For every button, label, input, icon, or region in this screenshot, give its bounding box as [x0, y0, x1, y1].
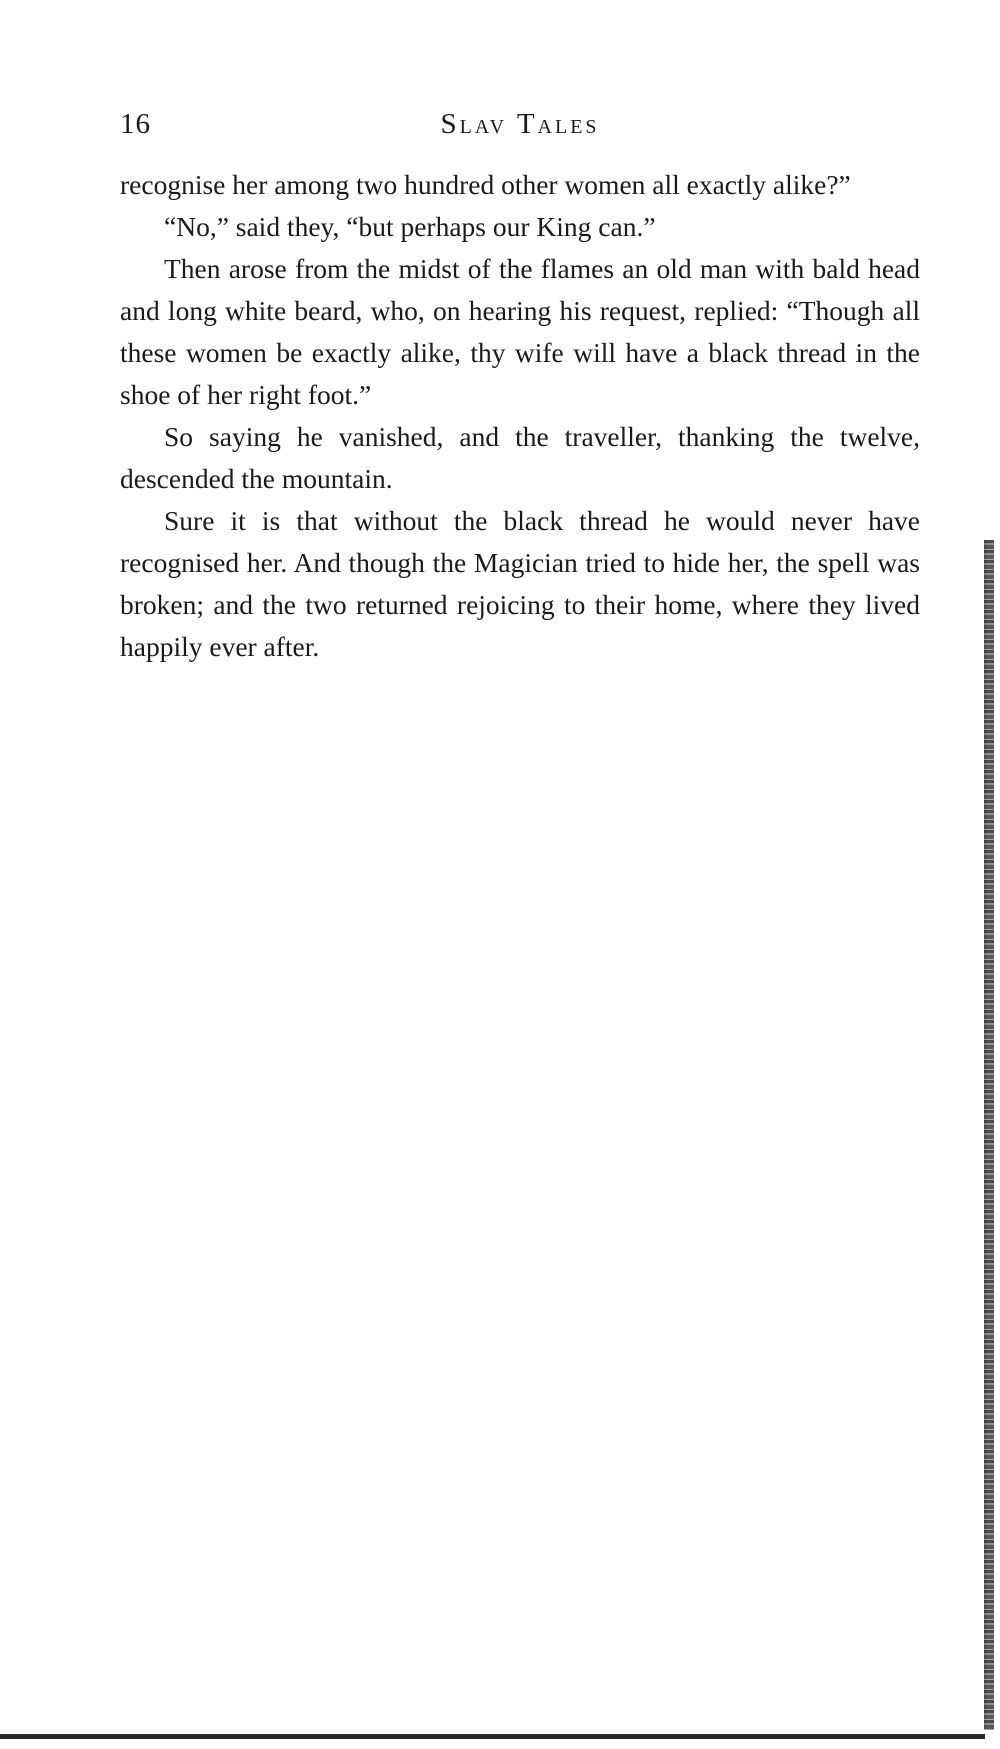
running-title: Slav Tales	[440, 108, 600, 140]
body-text	[120, 164, 920, 668]
paragraph: “No,” said they, “but perhaps our King can.”	[164, 211, 656, 242]
paragraph: Sure it is that without the black thread he would never have recognised her. And though the Magician tried to hide her, the spell was broken; and the two returned rejoicing to their home, where they lived happily ever after.	[120, 505, 920, 662]
page-number: 16	[120, 108, 151, 140]
paragraph: So saying he vanished, and the traveller, thanking the twelve, descended the mountain.	[120, 421, 920, 494]
page-header	[120, 108, 920, 148]
scan-bottom-edge	[0, 1734, 985, 1739]
scan-edge-shadow	[984, 540, 994, 1730]
paragraph: Then arose from the midst of the flames an old man with bald head and long white beard, who, on hearing his request, replied: “Though all these women be exactly alike, thy wife will have a black thread in the shoe of her right foot.”	[120, 253, 920, 410]
paragraph: recognise her among two hundred other women all exactly alike?”	[120, 169, 851, 200]
